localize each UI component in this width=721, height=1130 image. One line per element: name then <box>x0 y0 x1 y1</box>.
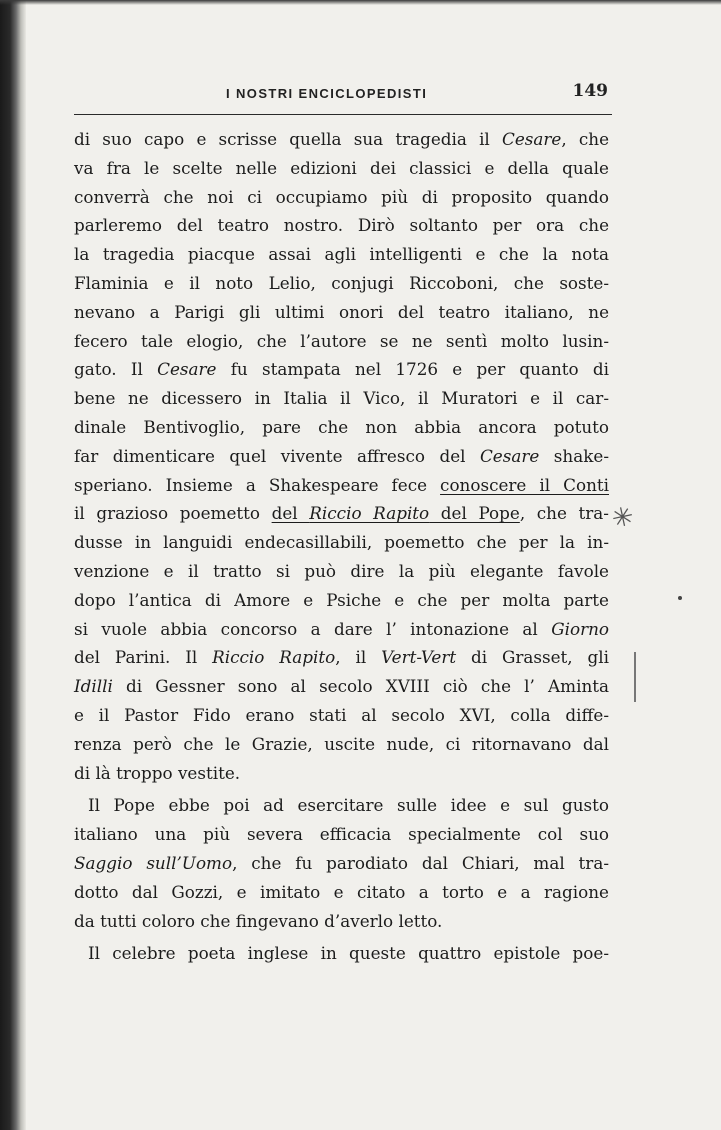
text-segment: fecero tale elogio, che l’autore se ne sentì molto lusin- <box>74 330 609 351</box>
text-segment: da tutti coloro che fingevano d’averlo letto. <box>74 910 443 931</box>
text-segment: si vuole abbia concorso a dare l’ intonazione al <box>74 618 552 639</box>
text-line <box>74 586 609 615</box>
text-segment: , che fu parodiato dal Chiari, mal tra- <box>232 852 610 873</box>
text-line <box>74 471 609 500</box>
text-segment: nevano a Parigi gli ultimi onori del teatro italiano, ne <box>74 301 609 322</box>
text-segment: , che <box>561 129 610 149</box>
text-segment: far dimenticare quel vivente affresco del <box>74 445 480 466</box>
italic-text-segment: Cesare <box>479 445 540 466</box>
text-line <box>74 355 609 384</box>
text-segment: di suo capo e scrisse quella sua tragedia il <box>74 129 502 149</box>
text-segment: va fra le scelte nelle edizioni dei classici e della quale <box>74 157 609 178</box>
text-line <box>74 413 609 442</box>
text-segment: converrà che noi ci occupiamo più di proposito quando <box>74 186 609 207</box>
text-segment: renza però che le Grazie, uscite nude, ci ritornavano dal <box>74 733 609 754</box>
italic-text-segment: Riccio Rapito <box>212 647 336 668</box>
text-segment: Il Pope ebbe poi ad esercitare sulle idee e sul gusto <box>88 795 609 816</box>
text-segment: e il Pastor Fido erano stati al secolo XVI, colla diffe- <box>74 704 609 725</box>
text-line <box>74 125 609 154</box>
text-line <box>74 672 609 701</box>
running-header <box>74 80 612 115</box>
text-segment: italiano una più severa efficacia specialmente col suo <box>74 824 609 845</box>
text-segment: Flaminia e il noto Lelio, conjugi Riccoboni, che soste- <box>74 272 609 293</box>
text-segment: del <box>271 503 310 524</box>
page-number: 149 <box>572 81 608 101</box>
text-line <box>74 791 609 820</box>
text-segment: Il celebre poeta inglese in queste quattro epistole poe- <box>88 943 609 964</box>
text-segment: conoscere il Conti <box>440 474 609 495</box>
text-segment: del Parini. Il <box>74 647 213 668</box>
text-line <box>74 730 609 759</box>
italic-text-segment: Cesare <box>502 129 562 149</box>
text-segment: , che tra- <box>519 503 609 524</box>
text-segment: di Grasset, gli <box>456 647 609 668</box>
text-line <box>74 499 609 528</box>
text-segment: fu stampata nel 1726 e per quanto di <box>216 359 609 380</box>
text-segment: , il <box>335 647 382 668</box>
text-line <box>74 849 609 878</box>
text-line <box>74 557 609 586</box>
text-segment: gato. Il <box>74 359 158 380</box>
italic-text-segment: Cesare <box>157 359 217 380</box>
text-line <box>74 327 609 356</box>
text-segment: venzione e il tratto si può dire la più elegante favole <box>74 560 609 581</box>
italic-text-segment: Riccio Rapito <box>309 503 430 524</box>
text-line <box>74 240 609 269</box>
text-segment: dinale Bentivoglio, pare che non abbia ancora potuto <box>74 416 609 437</box>
text-line <box>74 183 609 212</box>
text-line <box>74 615 609 644</box>
text-segment: la tragedia piacque assai agli intelligenti e che la nota <box>74 244 609 265</box>
running-title: I NOSTRI ENCICLOPEDISTI <box>226 86 428 101</box>
text-segment: shake- <box>539 445 609 466</box>
text-line <box>74 269 609 298</box>
text-segment: parleremo del teatro nostro. Dirò soltanto per ora che <box>74 215 609 236</box>
text-segment: il grazioso poemetto <box>74 503 272 524</box>
text-segment: bene ne dicessero in Italia il Vico, il Muratori e il car- <box>74 388 609 409</box>
text-line <box>74 878 609 907</box>
text-segment: del Pope <box>429 503 520 524</box>
handwritten-asterisk-mark: ✳ <box>609 501 637 535</box>
ink-dot-mark <box>678 596 682 600</box>
italic-text-segment: Saggio sull’Uomo <box>74 852 233 873</box>
text-line <box>74 298 609 327</box>
text-segment: di Gessner sono al secolo XVIII ciò che l’ Aminta <box>112 676 609 697</box>
text-segment: di là troppo vestite. <box>74 762 241 783</box>
text-line <box>74 154 609 183</box>
text-line <box>74 442 609 471</box>
text-segment: dotto dal Gozzi, e imitato e citato a torto e a ragione <box>74 881 609 902</box>
text-line <box>74 643 609 672</box>
italic-text-segment: Idilli <box>74 676 113 697</box>
handwritten-margin-bar <box>634 652 636 702</box>
italic-text-segment: Giorno <box>551 618 609 639</box>
text-line <box>74 701 609 730</box>
body-text <box>74 125 609 968</box>
text-line <box>74 820 609 849</box>
text-segment: speriano. Insieme a Shakespeare fece <box>74 474 441 495</box>
text-line <box>74 384 609 413</box>
text-line <box>74 907 609 936</box>
text-segment: dusse in languidi endecasillabili, poemetto che per la in- <box>74 532 609 553</box>
text-line <box>74 528 609 557</box>
text-line <box>74 759 609 788</box>
text-segment: dopo l’antica di Amore e Psiche e che per molta parte <box>74 589 609 610</box>
text-line <box>74 211 609 240</box>
text-line <box>74 939 609 968</box>
italic-text-segment: Vert-Vert <box>381 647 457 668</box>
